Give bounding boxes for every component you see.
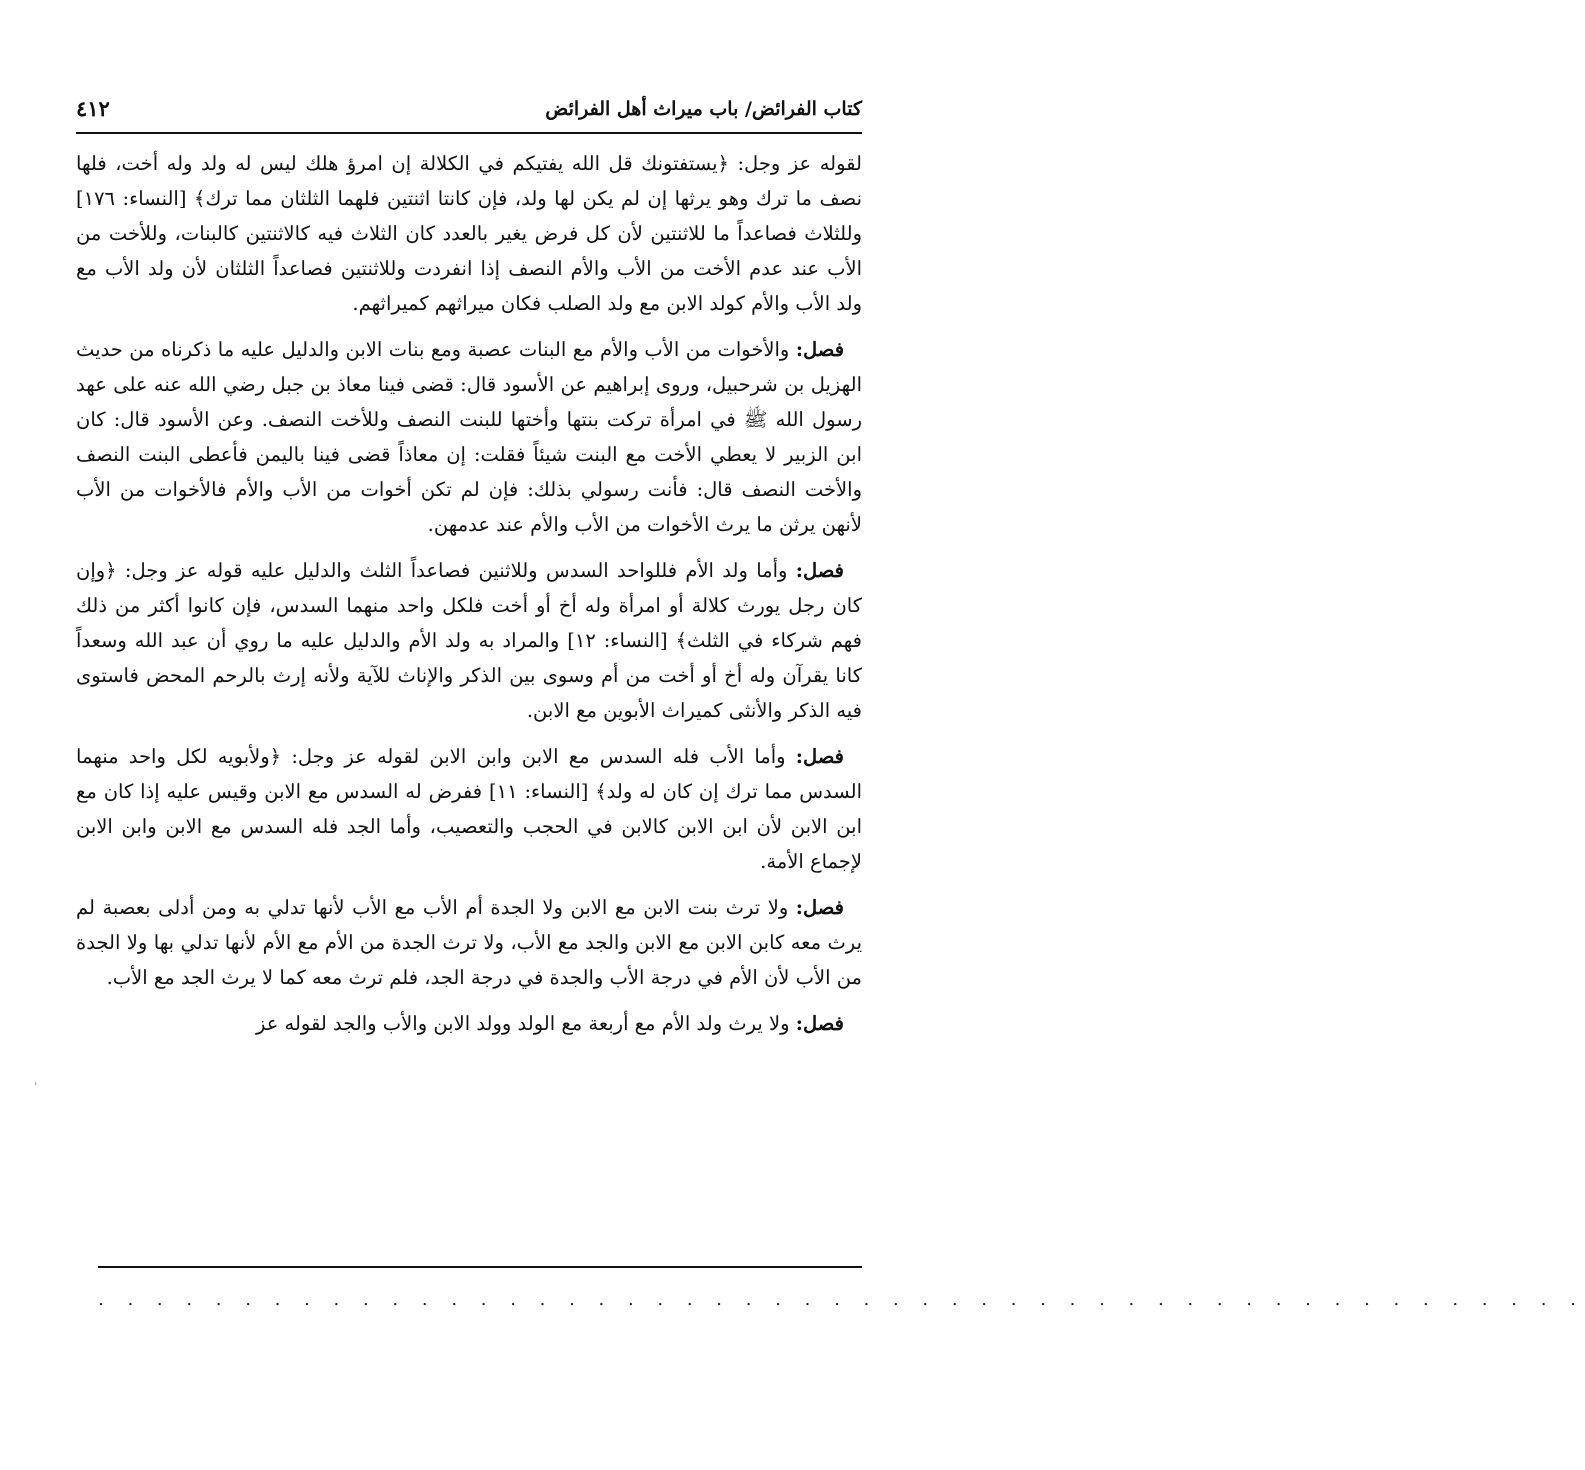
margin-mark: ' bbox=[34, 1080, 38, 1094]
paragraph bbox=[76, 1006, 862, 1041]
paragraph-text: ولا يرث ولد الأم مع أربعة مع الولد وولد الابن والأب والجد لقوله عز bbox=[255, 1012, 790, 1035]
paragraph-text: وأما ولد الأم فللواحد السدس وللاثنين فصاعداً الثلث والدليل عليه قوله عز وجل: ﴿وإن كان رجل يورث كلالة أو امرأة وله أخ أو أخت فلكل واحد منهما السدس، فإن كانوا أكثر من ذلك فهم شركاء في الثلث﴾ [النساء: ١٢] والمراد به ولد الأم والدليل عليه ما روي أن عبد الله وسعداً كانا يقرآن وله أخ أو أخت من أم وسوى بين الذكر والإناث للآية ولأنه إرث بالرحم المحض فاستوى فيه الذكر والأنثى كميراث الأبوين مع الابن. bbox=[76, 559, 862, 722]
paragraph bbox=[76, 146, 862, 321]
paragraph bbox=[76, 553, 862, 728]
section-lead: فصل: bbox=[795, 896, 844, 919]
paragraph-text: لقوله عز وجل: ﴿يستفتونك قل الله يفتيكم في الكلالة إن امرؤ هلك ليس له ولد وله أخت، فلها نصف ما ترك وهو يرثها إن لم يكن لها ولد، فإن كانتا اثنتين فلهما الثلثان مما ترك﴾ [النساء: ١٧٦] وللثلاث فصاعداً ما للاثنتين لأن كل فرض يغير بالعدد كان الثلاث فيه كالاثنتين كالبنات، وللأخت من الأب عند عدم الأخت من الأب والأم النصف إذا انفردت وللاثنتين فصاعداً الثلثان لأن ولد الأب مع ولد الأب والأم كولد الابن مع ولد الصلب فكان ميراثهم كميراثهم. bbox=[76, 152, 862, 315]
footnote-dots: . . . . . . . . . . . . . . . . . . . . . . . . . . . . . . . . . . . . . . . . . . . . . . . . . . . bbox=[98, 1289, 1585, 1310]
paragraph bbox=[76, 739, 862, 879]
main-text bbox=[76, 146, 862, 1052]
footnote-divider bbox=[98, 1266, 862, 1268]
running-header bbox=[76, 92, 862, 132]
section-lead: فصل: bbox=[795, 745, 844, 768]
header-divider bbox=[76, 132, 862, 134]
paragraph-text: والأخوات من الأب والأم مع البنات عصبة ومع بنات الابن والدليل عليه ما ذكرناه من حديث الهزيل بن شرحبيل، وروى إبراهيم عن الأسود قال: قضى فينا معاذ بن جبل رضي الله عنه على عهد رسول الله ﷺ في امرأة تركت بنتها وأختها للبنت النصف وللأخت النصف. وعن الأسود قال: كان ابن الزبير لا يعطي الأخت مع البنت شيئاً فقلت: إن معاذاً قضى فينا باليمن فأعطى البنت النصف والأخت النصف قال: فأنت رسولي بذلك: فإن لم تكن أخوات من الأب والأم فالأخوات من الأب لأنهن يرثن ما يرث الأخوات من الأب والأم عند عدمهن. bbox=[76, 338, 862, 536]
paragraph-text: ولا ترث بنت الابن مع الابن ولا الجدة أم الأب مع الأب لأنها تدلي به ومن أدلى بعصبة لم يرث معه كابن الابن مع الابن والجد مع الأب، ولا ترث الجدة من الأم مع الأم لأنها تدلي بها ولا الجدة من الأب لأن الأم في درجة الأب والجدة في درجة الجد، فلم ترث معه كما لا يرث الجد مع الأب. bbox=[76, 896, 862, 989]
section-lead: فصل: bbox=[795, 1012, 844, 1035]
section-lead: فصل: bbox=[795, 559, 844, 582]
page-number: ٤١٢ bbox=[76, 96, 110, 121]
paragraph bbox=[76, 890, 862, 995]
paragraph bbox=[76, 332, 862, 542]
chapter-title: كتاب الفرائض/ باب ميراث أهل الفرائض bbox=[545, 98, 862, 120]
section-lead: فصل: bbox=[795, 338, 845, 361]
paragraph-text: وأما الأب فله السدس مع الابن وابن الابن لقوله عز وجل: ﴿ولأبويه لكل واحد منهما السدس مما ترك إن كان له ولد﴾ [النساء: ١١] ففرض له السدس مع الابن وقيس عليه إذا كان مع ابن الابن لأن ابن الابن كالابن في الحجب والتعصيب، وأما الجد فله السدس مع الابن وابن الابن لإجماع الأمة. bbox=[76, 745, 862, 873]
